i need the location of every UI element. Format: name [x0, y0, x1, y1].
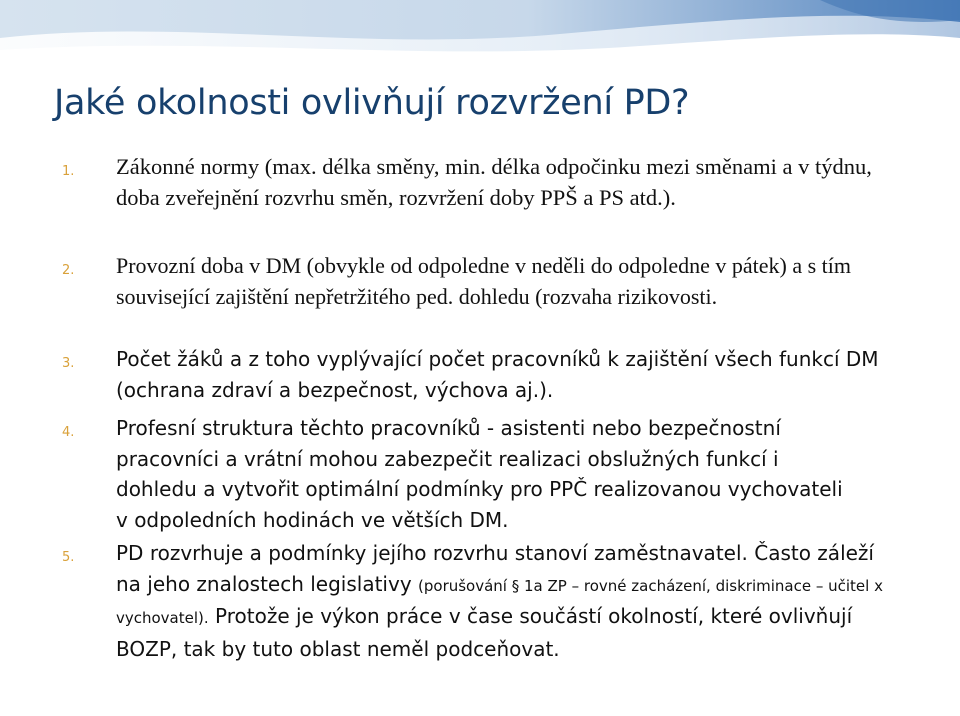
list-number: 5.	[62, 550, 75, 565]
list-item-text: Počet žáků a z toho vyplývající počet pracovníků k zajištění všech funkcí DM (ochrana zdraví a bezpečnost, výchova aj.).	[116, 347, 879, 402]
list-item-text-small: (porušování § 1a ZP – rovné zacházení, diskriminace – učitel x vychovatel).	[116, 576, 883, 627]
list-item-text: Zákonné normy (max. délka směny, min. délka odpočinku mezi směnami a v týdnu, doba zveřejnění rozvrhu směn, rozvržení doby PPŠ a PS atd.).	[116, 154, 872, 210]
header-band	[0, 0, 960, 60]
list-item-text: Profesní struktura těchto pracovníků - asistenti nebo bezpečnostní pracovníci a vrátní mohou zabezpečit realizaci obslužných funkcí i dohledu a vytvořit optimální podmínky pro PPČ realizovanou vychovateli v odpoledních hodinách ve větších DM.	[116, 416, 843, 532]
list-item-text	[116, 538, 886, 664]
list-number: 1.	[62, 164, 75, 179]
list-item-text-part: Protože je výkon práce v čase součástí okolností, které ovlivňují BOZP, tak by tuto oblast neměl podceňovat.	[116, 604, 853, 661]
list-item-text-part: PD rozvrhuje a podmínky jejího rozvrhu stanoví zaměstnavatel. Často záleží na jeho znalostech legislativy	[116, 541, 874, 596]
header-wave-decoration	[0, 0, 960, 60]
list-number: 2.	[62, 263, 75, 278]
list-item-text: Provozní doba v DM (obvykle od odpoledne v neděli do odpoledne v pátek) a s tím související zajištění nepřetržitého ped. dohledu (rozvaha rizikovosti.	[116, 253, 852, 309]
slide-title: Jaké okolnosti ovlivňují rozvržení PD?	[54, 83, 690, 123]
list-number: 3.	[62, 356, 75, 371]
list-number: 4.	[62, 425, 75, 440]
